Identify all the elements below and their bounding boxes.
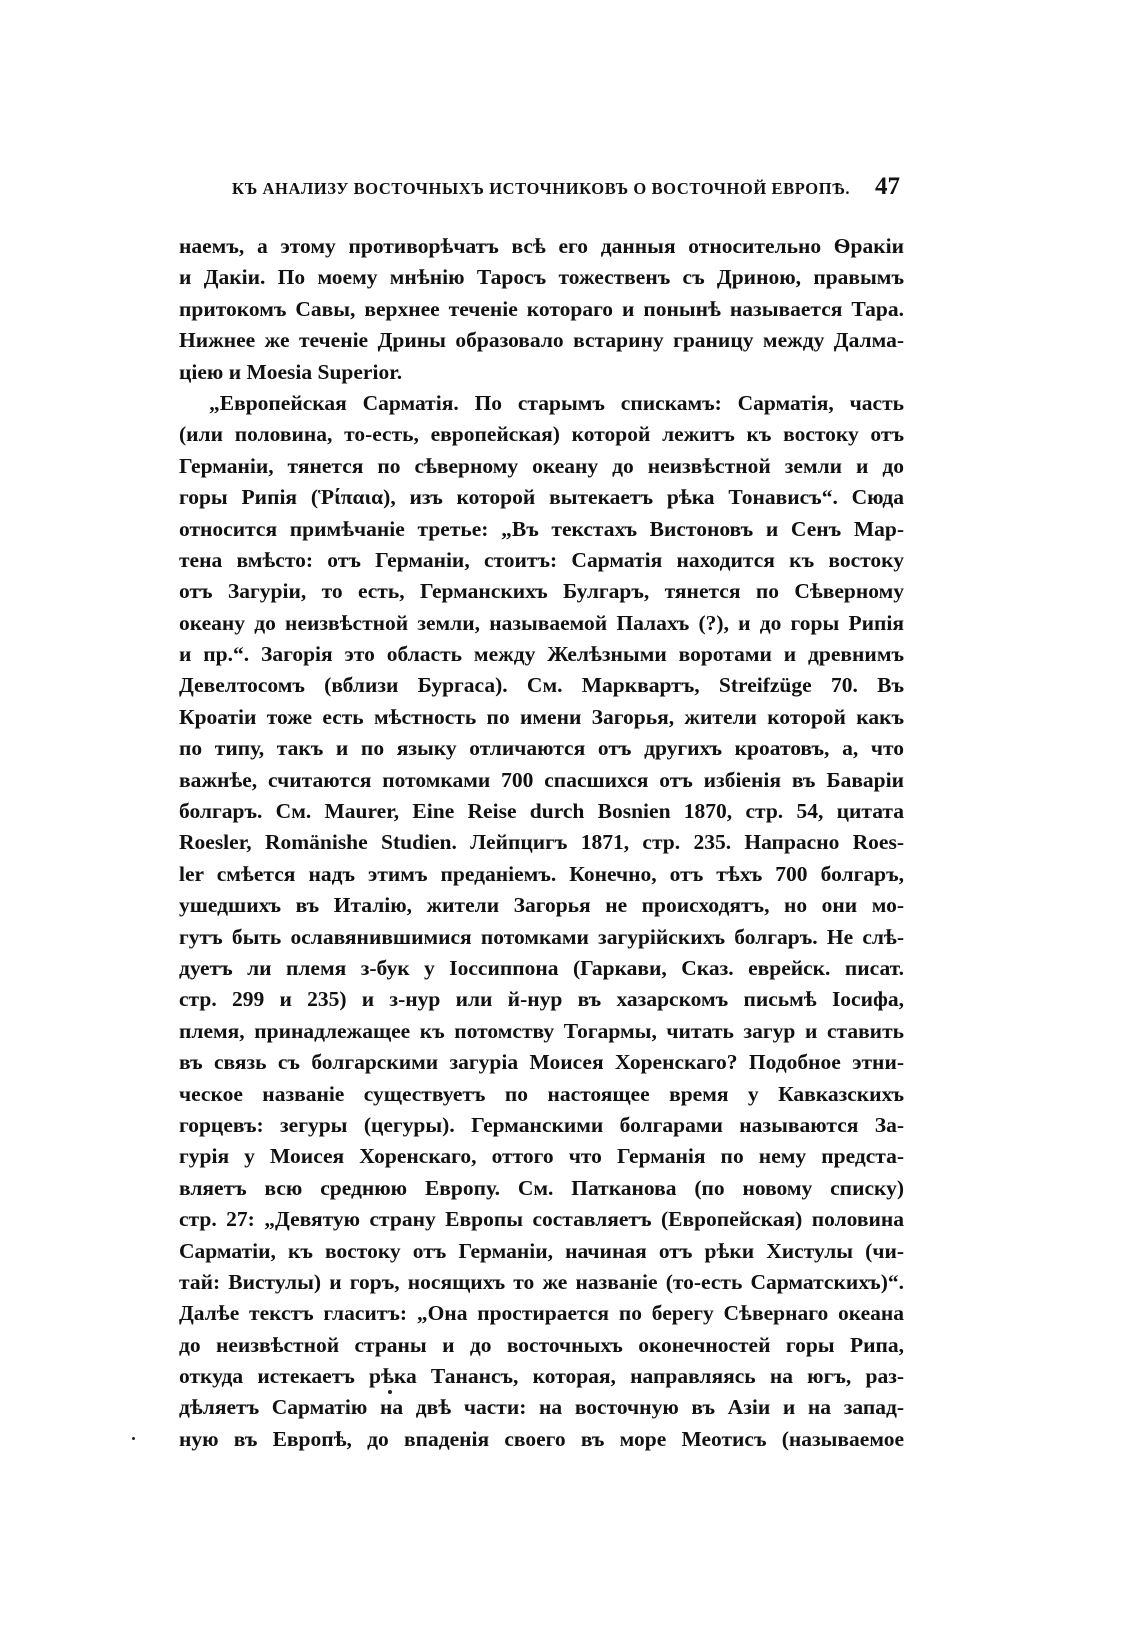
text-line: наемъ, а этому противорѣчатъ всѣ его данныя относительно Ѳракіи: [179, 234, 904, 258]
text-line: тена вмѣсто: отъ Германіи, стоитъ: Сарматія находится къ востоку: [179, 547, 904, 572]
scan-speck: [388, 1390, 392, 1394]
text-line: дѣляетъ Сарматію на двѣ части: на восточную въ Азіи и на запад-: [179, 1395, 904, 1420]
text-line: до неизвѣстной страны и до восточныхъ оконечностей горы Рипа,: [179, 1332, 904, 1357]
text-line: океану до неизвѣстной земли, называемой Палахъ (?), и до горы Рипія: [179, 610, 904, 635]
text-line: болгаръ. См. Maurer, Eine Reise durch Bosnien 1870, стр. 54, цитата: [179, 799, 904, 824]
text-line: Далѣе текстъ гласитъ: „Она простирается по берегу Сѣвернаго океана: [179, 1301, 904, 1326]
text-line: притокомъ Савы, верхнее теченіе котораго и понынѣ называется Тара.: [179, 296, 904, 321]
text-line: Сарматіи, къ востоку отъ Германіи, начиная отъ рѣки Хистулы (чи-: [179, 1238, 904, 1263]
text-line: ную въ Европѣ, до впаденія своего въ море Меотисъ (называемое: [179, 1426, 904, 1451]
text-line: ціею и Moesia Superior.: [179, 359, 403, 384]
text-line: и пр.“. Загорія это область между Желѣзными воротами и древнимъ: [179, 642, 904, 667]
text-line: Германіи, тянется по сѣверному океану до неизвѣстной земли и до: [179, 453, 904, 478]
text-line: Девелтосомъ (вблизи Бургаса). См. Марквартъ, Streifzüge 70. Въ: [179, 673, 904, 698]
text-line: и Дакіи. По моему мнѣнію Таросъ тожественъ съ Дриною, правымъ: [179, 265, 904, 290]
text-line: (или половина, то-есть, европейская) которой лежитъ къ востоку отъ: [179, 422, 904, 447]
text-line: горы Рипія (Ῥίπαια), изъ которой вытекаетъ рѣка Тонависъ“. Сюда: [179, 485, 904, 510]
page-number: 47: [875, 173, 900, 200]
text-line: „Европейская Сарматія. По старымъ спискамъ: Сарматія, часть: [209, 390, 904, 415]
text-line: Кроатіи тоже есть мѣстность по имени Загорья, жители которой какъ: [179, 704, 904, 729]
running-title: КЪ АНАЛИЗУ ВОСТОЧНЫХЪ ИСТОЧНИКОВЪ О ВОСТОЧНОЙ ЕВРОПѢ.: [232, 179, 851, 198]
text-line: въ связь съ болгарскими загуріа Моисея Хоренскаго? Подобное этни-: [179, 1050, 904, 1075]
running-header: [232, 173, 900, 209]
text-line: стр. 299 и 235) и з-нур или й-нур въ хазарскомъ письмѣ Іосифа,: [179, 987, 904, 1012]
text-line: гутъ быть ославянившимися потомками загурійскихъ болгаръ. Не слѣ-: [179, 924, 904, 949]
text-line: по типу, такъ и по языку отличаются отъ другихъ кроатовъ, а, что: [179, 736, 904, 761]
text-line: Нижнее же теченіе Дрины образовало встарину границу между Далма-: [179, 328, 904, 353]
text-line: горцевъ: зегуры (цегуры). Германскими болгарами называются За-: [179, 1112, 904, 1137]
text-line: гурія у Моисея Хоренскаго, оттого что Германія по нему предста-: [179, 1144, 904, 1169]
text-line: важнѣе, считаются потомками 700 спасшихся отъ избіенія въ Баваріи: [179, 767, 904, 792]
text-line: ушедшихъ въ Италію, жители Загорья не происходятъ, но они мо-: [179, 893, 904, 918]
text-line: вляетъ всю среднюю Европу. См. Патканова (по новому списку): [179, 1175, 904, 1200]
text-line: ческое названіе существуетъ по настоящее время у Кавказскихъ: [179, 1081, 904, 1106]
text-line: племя, принадлежащее къ потомству Тогармы, читать загур и ставить: [179, 1018, 904, 1043]
body-text: [179, 231, 904, 1455]
text-line: дуетъ ли племя з-бук у Іоссиппона (Гаркави, Сказ. еврейск. писат.: [179, 955, 904, 980]
text-line: откуда истекаетъ рѣка Танансъ, которая, направляясь на югъ, раз-: [179, 1364, 904, 1389]
text-line: тай: Вистулы) и горъ, носящихъ то же названіе (то-есть Сарматскихъ)“.: [179, 1269, 904, 1294]
text-line: Roesler, Romänishe Studien. Лейпцигъ 1871, стр. 235. Напрасно Roes-: [179, 830, 904, 855]
text-line: отъ Загуріи, то есть, Германскихъ Булгаръ, тянется по Сѣверному: [179, 579, 904, 604]
text-line: относится примѣчаніе третье: „Въ текстахъ Вистоновъ и Сенъ Мар-: [179, 516, 904, 541]
text-line: ler смѣется надъ этимъ преданіемъ. Конечно, отъ тѣхъ 700 болгаръ,: [179, 861, 904, 886]
scan-speck: [132, 1437, 135, 1440]
text-line: стр. 27: „Девятую страну Европы составляетъ (Европейская) половина: [179, 1207, 904, 1232]
